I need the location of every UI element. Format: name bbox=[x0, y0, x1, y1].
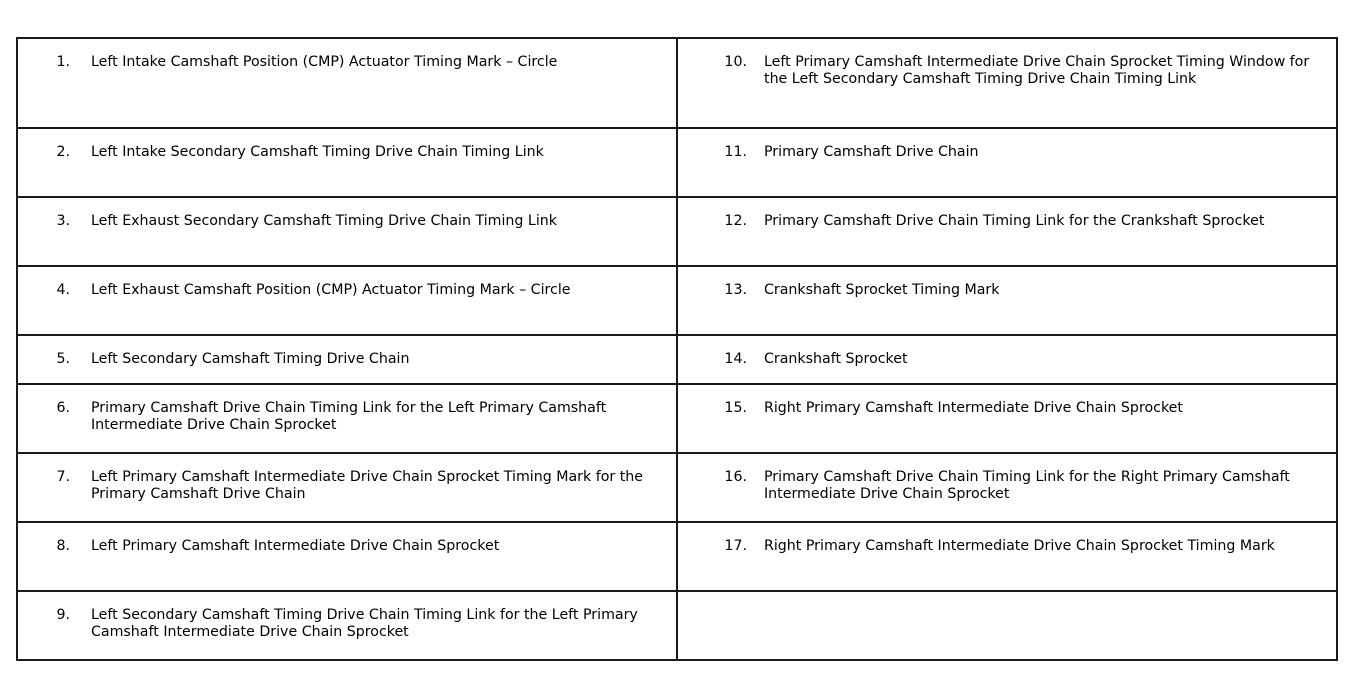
item-label: Primary Camshaft Drive Chain Timing Link for the Right Primary Camshaft Intermediate Drive Chain Sprocket bbox=[764, 469, 1290, 502]
item-number: 10. bbox=[724, 54, 747, 70]
item-number: 16. bbox=[724, 469, 747, 485]
legend-cell bbox=[17, 453, 677, 522]
table-row bbox=[17, 197, 1337, 266]
item-number: 2. bbox=[56, 144, 70, 160]
legend-cell bbox=[17, 128, 677, 197]
table-row bbox=[17, 335, 1337, 384]
table-row bbox=[17, 128, 1337, 197]
legend-cell bbox=[677, 266, 1337, 335]
table-row bbox=[17, 522, 1337, 591]
legend-table-body bbox=[17, 38, 1337, 660]
item-number: 9. bbox=[56, 607, 70, 623]
item-label: Crankshaft Sprocket Timing Mark bbox=[764, 282, 1000, 298]
legend-cell bbox=[677, 38, 1337, 128]
item-label: Right Primary Camshaft Intermediate Drive Chain Sprocket Timing Mark bbox=[764, 538, 1275, 554]
item-number: 3. bbox=[56, 213, 70, 229]
item-number: 13. bbox=[724, 282, 747, 298]
legend-cell bbox=[677, 197, 1337, 266]
table-row bbox=[17, 38, 1337, 128]
item-label: Left Secondary Camshaft Timing Drive Chain bbox=[91, 351, 410, 367]
item-label: Left Exhaust Secondary Camshaft Timing Drive Chain Timing Link bbox=[91, 213, 557, 229]
legend-cell bbox=[677, 384, 1337, 453]
item-number: 8. bbox=[56, 538, 70, 554]
item-label: Primary Camshaft Drive Chain bbox=[764, 144, 979, 160]
legend-cell bbox=[677, 522, 1337, 591]
item-number: 11. bbox=[724, 144, 747, 160]
legend-cell-empty bbox=[677, 591, 1337, 660]
legend-cell bbox=[17, 38, 677, 128]
legend-cell bbox=[17, 591, 677, 660]
legend-cell bbox=[17, 197, 677, 266]
item-number: 1. bbox=[56, 54, 70, 70]
item-number: 4. bbox=[56, 282, 70, 298]
item-label: Primary Camshaft Drive Chain Timing Link for the Left Primary Camshaft Intermediate Drive Chain Sprocket bbox=[91, 400, 607, 433]
item-number: 6. bbox=[56, 400, 70, 416]
legend-table bbox=[16, 37, 1338, 661]
table-row bbox=[17, 591, 1337, 660]
item-label: Primary Camshaft Drive Chain Timing Link for the Crankshaft Sprocket bbox=[764, 213, 1265, 229]
item-label: Crankshaft Sprocket bbox=[764, 351, 908, 367]
item-label: Left Intake Camshaft Position (CMP) Actuator Timing Mark – Circle bbox=[91, 54, 558, 70]
legend-cell bbox=[17, 266, 677, 335]
table-row bbox=[17, 453, 1337, 522]
legend-cell bbox=[677, 335, 1337, 384]
item-number: 17. bbox=[724, 538, 747, 554]
item-number: 5. bbox=[56, 351, 70, 367]
item-number: 15. bbox=[724, 400, 747, 416]
legend-cell bbox=[677, 453, 1337, 522]
item-number: 14. bbox=[724, 351, 747, 367]
legend-cell bbox=[17, 384, 677, 453]
legend-cell bbox=[17, 522, 677, 591]
table-row bbox=[17, 266, 1337, 335]
item-label: Left Primary Camshaft Intermediate Drive Chain Sprocket bbox=[91, 538, 500, 554]
table-row bbox=[17, 384, 1337, 453]
item-label: Left Secondary Camshaft Timing Drive Chain Timing Link for the Left Primary Camshaft Intermediate Drive Chain Sprocket bbox=[91, 607, 638, 640]
legend-cell bbox=[17, 335, 677, 384]
item-label: Left Intake Secondary Camshaft Timing Drive Chain Timing Link bbox=[91, 144, 544, 160]
item-number: 12. bbox=[724, 213, 747, 229]
item-label: Left Primary Camshaft Intermediate Drive Chain Sprocket Timing Window for the Left Secondary Camshaft Timing Drive Chain Timing Link bbox=[764, 54, 1310, 87]
legend-cell bbox=[677, 128, 1337, 197]
item-number: 7. bbox=[56, 469, 70, 485]
item-label: Right Primary Camshaft Intermediate Drive Chain Sprocket bbox=[764, 400, 1183, 416]
item-label: Left Exhaust Camshaft Position (CMP) Actuator Timing Mark – Circle bbox=[91, 282, 571, 298]
item-label: Left Primary Camshaft Intermediate Drive Chain Sprocket Timing Mark for the Primary Camshaft Drive Chain bbox=[91, 469, 644, 502]
